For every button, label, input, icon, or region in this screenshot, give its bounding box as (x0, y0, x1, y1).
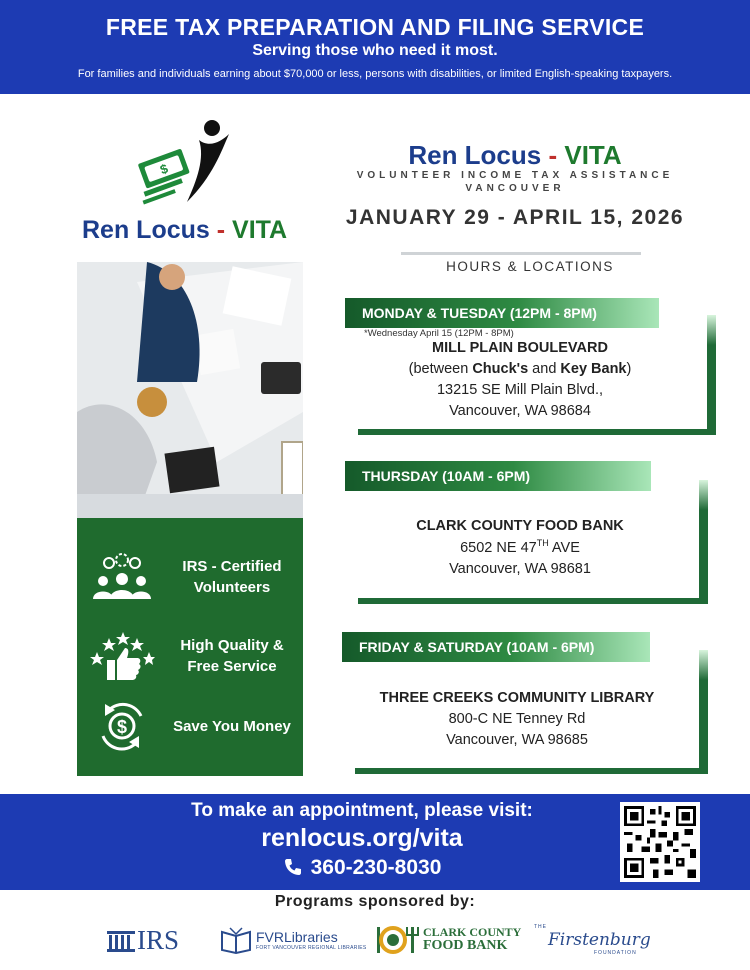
feature-save-money (77, 696, 303, 756)
location-name: MILL PLAIN BOULEVARD (432, 340, 608, 356)
ccfb-logo-line2: FOOD BANK (423, 937, 508, 953)
features-panel (77, 518, 303, 776)
svg-text:$: $ (116, 717, 128, 737)
day-tab-thursday: THURSDAY (10AM - 6PM) (345, 461, 651, 491)
card-accent (707, 315, 716, 345)
wednesday-note: *Wednesday April 15 (12PM - 8PM) (364, 328, 514, 339)
team-gears-icon (89, 551, 155, 603)
appointment-prompt: To make an appointment, please visit: (191, 800, 533, 821)
sponsor-fvrl (220, 918, 367, 962)
eligibility-note: For families and individuals earning about $70,000 or less, persons with disabilities, or limited English-speaking taxpayers. (77, 68, 673, 80)
location-landmarks (345, 359, 695, 380)
firstenburg-foundation: FOUNDATION (594, 950, 637, 956)
location-city: Vancouver, WA 98685 (446, 732, 588, 749)
brand-name-left (82, 216, 292, 245)
brand-vita: VITA (232, 216, 288, 244)
program-name-line2: VANCOUVER (465, 182, 565, 194)
volunteers-photo (77, 262, 303, 518)
location-name: CLARK COUNTY FOOD BANK (416, 518, 624, 534)
address-ordinal: TH (536, 538, 549, 549)
ren-locus-logo-icon (135, 118, 235, 208)
svg-text:$: $ (158, 160, 170, 178)
card-accent (699, 650, 708, 680)
brand-vita-right: VITA (564, 140, 622, 170)
flyer-title: FREE TAX PREPARATION AND FILING SERVICE (105, 14, 645, 40)
landmark-chucks: Chuck's (472, 361, 529, 378)
program-full-name (330, 170, 700, 195)
appointment-phone-line[interactable] (152, 856, 572, 880)
brand-name-right (330, 140, 700, 171)
landmark-mid: and (528, 361, 561, 378)
irs-eagle-icon (105, 927, 137, 953)
qr-code[interactable] (620, 802, 700, 882)
open-book-icon (220, 926, 252, 954)
firstenburg-logo-text: Firstenburg (548, 930, 651, 950)
top-banner (0, 0, 750, 94)
brand-dash-right: - (541, 140, 565, 170)
landmark-key-bank: Key Bank (560, 361, 627, 378)
fvrl-logo-text: FVRLibraries (256, 929, 338, 945)
feature-certified (77, 547, 303, 607)
day-tab-fri-sat: FRIDAY & SATURDAY (10AM - 6PM) (342, 632, 650, 662)
phone-icon (283, 857, 303, 877)
feature-quality (77, 626, 303, 686)
dollar-cycle-icon (89, 700, 155, 752)
appointment-url[interactable]: renlocus.org/vita (261, 824, 463, 852)
irs-logo-text: IRS (137, 924, 180, 955)
sponsor-irs (105, 918, 179, 962)
location-address: 800-C NE Tenney Rd (448, 711, 586, 728)
divider (401, 252, 641, 255)
sponsors-heading: Programs sponsored by: (274, 893, 476, 910)
location-city: Vancouver, WA 98681 (449, 560, 591, 577)
hours-heading: HOURS & LOCATIONS (446, 259, 614, 274)
sponsor-firstenburg (528, 918, 651, 962)
location-details-mill-plain (345, 338, 695, 422)
location-city: Vancouver, WA 98684 (449, 403, 591, 420)
flyer-subtitle: Serving those who need it most. (252, 42, 498, 59)
location-details-food-bank (345, 516, 695, 580)
feature-certified-text: IRS - Certified Volunteers (182, 558, 282, 596)
program-dates: JANUARY 29 - APRIL 15, 2026 (345, 206, 685, 229)
food-bank-utensils-icon (375, 923, 419, 957)
location-name: THREE CREEKS COMMUNITY LIBRARY (379, 690, 655, 706)
feature-quality-text: High Quality & Free Service (180, 637, 284, 675)
ccfb-logo-line1: CLARK COUNTY (423, 925, 522, 940)
landmark-post: ) (626, 361, 632, 378)
location-details-library (342, 688, 692, 751)
thumbs-up-stars-icon (89, 630, 155, 682)
address-number: 6502 NE 47 (460, 539, 537, 556)
brand-dash: - (209, 216, 233, 244)
card-accent (699, 480, 708, 510)
landmark-pre: (between (408, 361, 473, 378)
program-name-line1: VOLUNTEER INCOME TAX ASSISTANCE (356, 170, 674, 181)
phone-number: 360-230-8030 (310, 856, 442, 879)
feature-save-money-text: Save You Money (173, 717, 291, 735)
fvrl-logo-subtext: FORT VANCOUVER REGIONAL LIBRARIES (256, 945, 367, 951)
location-address: 13215 SE Mill Plain Blvd., (436, 382, 604, 399)
firstenburg-the: THE (534, 924, 547, 930)
location-address (345, 537, 695, 559)
brand-ren-locus-right: Ren Locus (408, 140, 542, 170)
appointment-banner (0, 794, 750, 890)
sponsor-ccfb (375, 918, 521, 962)
day-tab-mon-tue: MONDAY & TUESDAY (12PM - 8PM) (345, 298, 659, 328)
address-street: AVE (548, 539, 580, 556)
brand-ren-locus: Ren Locus (82, 216, 210, 244)
